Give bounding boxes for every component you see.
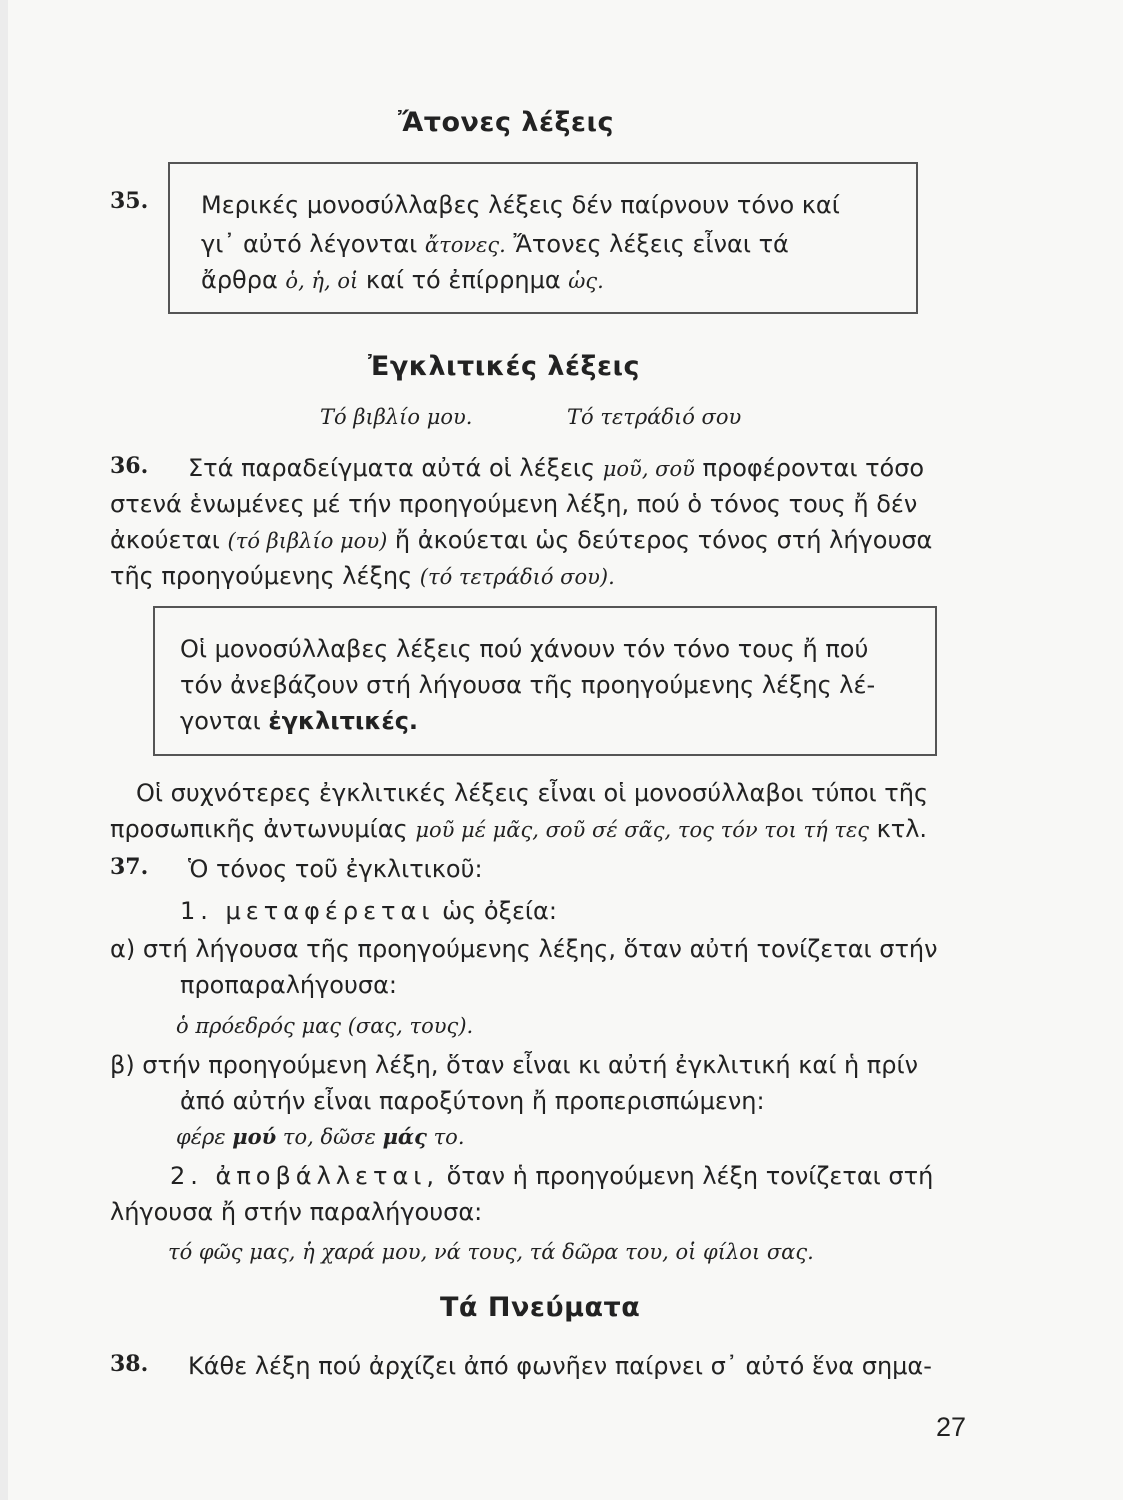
heading-enklitikes: Ἐγκλιτικές λέξεις <box>368 351 641 382</box>
example-tetradio: Τό τετράδιό σου <box>567 405 742 429</box>
enklitikes-para-line-2: στενά ἑνωμένες μέ τήν προηγούμενη λέξη, πού ὁ τόνος τους ἤ δέν <box>110 490 918 518</box>
tonos-rule-2-line-2: λήγουσα ἤ στήν παραλήγουσα: <box>110 1198 483 1226</box>
tonos-b-line-1: β) στήν προηγούμενη λέξη, ὅταν εἶναι κι αὐτή ἐγκλιτική καί ἡ πρίν <box>110 1051 918 1079</box>
enklitikes-box-line-1: Οἱ μονοσύλλαβες λέξεις πού χάνουν τόν τόνο τους ἤ πού <box>180 635 869 663</box>
enklitikes-para-line-1: Στά παραδείγματα αὐτά οἱ λέξεις μοῦ, σοῦ προφέρονται τόσο <box>188 454 925 482</box>
paragraph-number-38: 38. <box>110 1351 149 1377</box>
atones-line-3: ἄρθρα ὁ, ἡ, οἱ καί τό ἐπίρρημα ὡς. <box>201 266 604 294</box>
pneumata-line-1: Κάθε λέξη πού ἀρχίζει ἀπό φωνῆεν παίρνει σ᾿ αὐτό ἕνα σημα- <box>188 1352 932 1380</box>
paragraph-number-37: 37. <box>110 854 149 880</box>
tonos-a-line-1: α) στή λήγουσα τῆς προηγούμενης λέξης, ὅταν αὐτή τονίζεται στήν <box>110 935 938 963</box>
example-vivlio: Τό βιβλίο μου. <box>320 405 473 429</box>
tonos-a-line-2: προπαραλήγουσα: <box>180 971 397 999</box>
tonos-a-example: ὁ πρόεδρός μας (σας, τους). <box>176 1014 474 1038</box>
tonos-intro: Ὁ τόνος τοῦ ἐγκλιτικοῦ: <box>188 855 483 883</box>
page-edge <box>0 0 8 1500</box>
tonos-rule-2-example: τό φῶς μας, ἡ χαρά μου, νά τους, τά δῶρα του, οἱ φίλοι σας. <box>168 1240 814 1264</box>
atones-line-1: Μερικές μονοσύλλαβες λέξεις δέν παίρνουν τόνο καί <box>201 191 840 219</box>
tonos-rule-1: 1. μεταφέρεται ὡς ὀξεία: <box>180 897 557 925</box>
paragraph-number-36: 36. <box>110 453 149 479</box>
tonos-rule-2: 2. ἀποβάλλεται, ὅταν ἡ προηγούμενη λέξη τονίζεται στή <box>170 1162 934 1190</box>
enklitikes-para-line-3: ἀκούεται (τό βιβλίο μου) ἤ ἀκούεται ὡς δεύτερος τόνος στή λήγουσα <box>110 526 933 554</box>
page-number: 27 <box>936 1412 967 1442</box>
enklitikes-para-line-4: τῆς προηγούμενης λέξης (τό τετράδιό σου). <box>110 562 615 590</box>
enklitikes-box-line-3: γονται ἐγκλιτικές. <box>180 707 419 735</box>
tonos-b-line-2: ἀπό αὐτήν εἶναι παροξύτονη ἤ προπερισπώμενη: <box>180 1087 765 1115</box>
enklitikes-freq-line-1: Οἱ συχνότερες ἐγκλιτικές λέξεις εἶναι οἱ μονοσύλλαβοι τύποι τῆς <box>136 779 929 807</box>
book-page <box>8 0 1123 1500</box>
enklitikes-freq-line-2: προσωπικῆς ἀντωνυμίας μοῦ μέ μᾶς, σοῦ σέ σᾶς, τος τόν τοι τή τες κτλ. <box>110 815 928 843</box>
paragraph-number-35: 35. <box>110 188 149 214</box>
tonos-b-example: φέρε μού το, δῶσε μάς το. <box>176 1124 465 1149</box>
heading-pneumata: Τά Πνεύματα <box>440 1292 641 1323</box>
heading-atones: Ἄτονες λέξεις <box>398 107 614 138</box>
atones-line-2: γι᾿ αὐτό λέγονται ἄτονες. Ἄτονες λέξεις εἶναι τά <box>201 230 789 258</box>
enklitikes-box-line-2: τόν ἀνεβάζουν στή λήγουσα τῆς προηγούμενης λέξης λέ- <box>180 671 876 699</box>
